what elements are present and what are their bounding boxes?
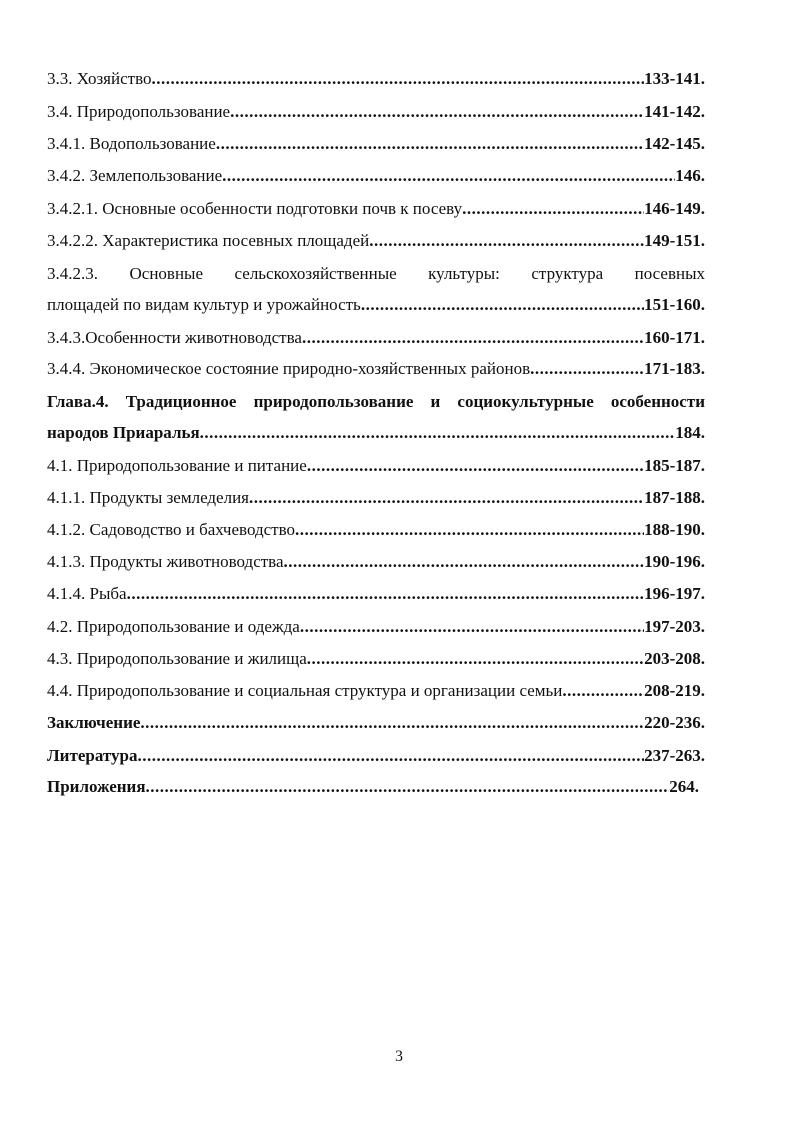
- toc-entry: [47, 483, 705, 513]
- entry-pages: 188-190.: [644, 520, 705, 539]
- entry-pages: 142-145.: [644, 134, 705, 153]
- toc-entry-appendices: [47, 772, 699, 802]
- toc-entry: [47, 579, 705, 609]
- entry-pages: 149-151.: [644, 231, 705, 250]
- entry-title: 4.1. Природопользование и питание: [47, 456, 307, 475]
- page-number: 3: [395, 1048, 403, 1065]
- leader-dots: [295, 515, 644, 545]
- entry-title: 4.2. Природопользование и одежда: [47, 617, 300, 636]
- toc-entry: [47, 129, 705, 159]
- entry-title: 3.3. Хозяйство: [47, 69, 152, 88]
- entry-pages: 146.: [675, 166, 705, 185]
- toc-entry: [47, 354, 705, 384]
- entry-title: площадей по видам культур и урожайность: [47, 295, 361, 314]
- toc-entry: [47, 64, 705, 94]
- entry-pages: 237-263.: [644, 746, 705, 765]
- leader-dots: [146, 772, 670, 802]
- entry-title: народов Приаралья: [47, 423, 200, 442]
- leader-dots: [127, 579, 645, 609]
- leader-dots: [302, 323, 644, 353]
- toc-entry: [47, 612, 705, 642]
- toc-entry: [47, 676, 705, 706]
- toc-entry: [47, 161, 705, 191]
- entry-pages: 264.: [669, 777, 699, 796]
- entry-title: 3.4.2. Землепользование: [47, 166, 223, 185]
- toc-entry: [47, 547, 705, 577]
- leader-dots: [140, 708, 644, 738]
- leader-dots: [530, 354, 644, 384]
- toc-entry: [47, 323, 705, 353]
- leader-dots: [562, 676, 644, 706]
- entry-pages: 184.: [675, 423, 705, 442]
- leader-dots: [230, 97, 644, 127]
- entry-pages: 203-208.: [644, 649, 705, 668]
- chapter-heading-first-line: Глава.4. Традиционное природопользование и социокультурные особенности: [47, 392, 705, 411]
- entry-pages: 208-219.: [644, 681, 705, 700]
- entry-pages: 197-203.: [644, 617, 705, 636]
- entry-pages: 185-187.: [644, 456, 705, 475]
- entry-pages: 171-183.: [644, 359, 705, 378]
- toc-entry-chapter: [47, 418, 705, 448]
- toc-entry: [47, 194, 705, 224]
- entry-pages: 160-171.: [644, 328, 705, 347]
- leader-dots: [284, 547, 645, 577]
- entry-title: 3.4. Природопользование: [47, 102, 231, 121]
- toc-entry: [47, 97, 705, 127]
- leader-dots: [200, 418, 676, 448]
- entry-pages: 133-141.: [644, 69, 705, 88]
- entry-pages: 196-197.: [644, 584, 705, 603]
- leader-dots: [361, 290, 644, 320]
- leader-dots: [249, 483, 644, 513]
- entry-title: 3.4.2.1. Основные особенности подготовки почв к посеву: [47, 199, 463, 218]
- toc-entry-first-line: 3.4.2.3. Основные сельскохозяйственные культуры: структура посевных: [47, 264, 705, 283]
- entry-pages: 151-160.: [644, 295, 705, 314]
- leader-dots: [300, 612, 644, 642]
- entry-title: 4.1.4. Рыба: [47, 584, 127, 603]
- toc-entry: [47, 290, 705, 320]
- entry-title: Литература: [47, 746, 138, 765]
- toc-entry: [47, 644, 705, 674]
- entry-title: 4.1.2. Садоводство и бахчеводство: [47, 520, 295, 539]
- entry-title: 4.1.3. Продукты животноводства: [47, 552, 284, 571]
- leader-dots: [462, 194, 644, 224]
- entry-pages: 190-196.: [644, 552, 705, 571]
- entry-pages: 187-188.: [644, 488, 705, 507]
- entry-title: Заключение: [47, 713, 141, 732]
- toc-entry-conclusion: [47, 708, 705, 738]
- toc-entry: [47, 451, 705, 481]
- entry-title: 4.3. Природопользование и жилища: [47, 649, 307, 668]
- leader-dots: [307, 451, 644, 481]
- leader-dots: [369, 226, 644, 256]
- entry-title: 3.4.1. Водопользование: [47, 134, 216, 153]
- entry-title: 4.4. Природопользование и социальная структура и организации семьи: [47, 681, 563, 700]
- leader-dots: [137, 741, 644, 771]
- entry-title: 3.4.3.Особенности животноводства: [47, 328, 302, 347]
- leader-dots: [307, 644, 644, 674]
- entry-title: Приложения: [47, 777, 146, 796]
- toc-entry: [47, 226, 705, 256]
- leader-dots: [216, 129, 644, 159]
- entry-title: 3.4.4. Экономическое состояние природно-хозяйственных районов: [47, 359, 531, 378]
- entry-pages: 220-236.: [644, 713, 705, 732]
- toc-entry: [47, 515, 705, 545]
- entry-pages: 141-142.: [644, 102, 705, 121]
- leader-dots: [222, 161, 675, 191]
- entry-pages: 146-149.: [644, 199, 705, 218]
- entry-title: 4.1.1. Продукты земледелия: [47, 488, 249, 507]
- toc-entry-literature: [47, 741, 705, 771]
- leader-dots: [151, 64, 644, 94]
- entry-title: 3.4.2.2. Характеристика посевных площадей: [47, 231, 370, 250]
